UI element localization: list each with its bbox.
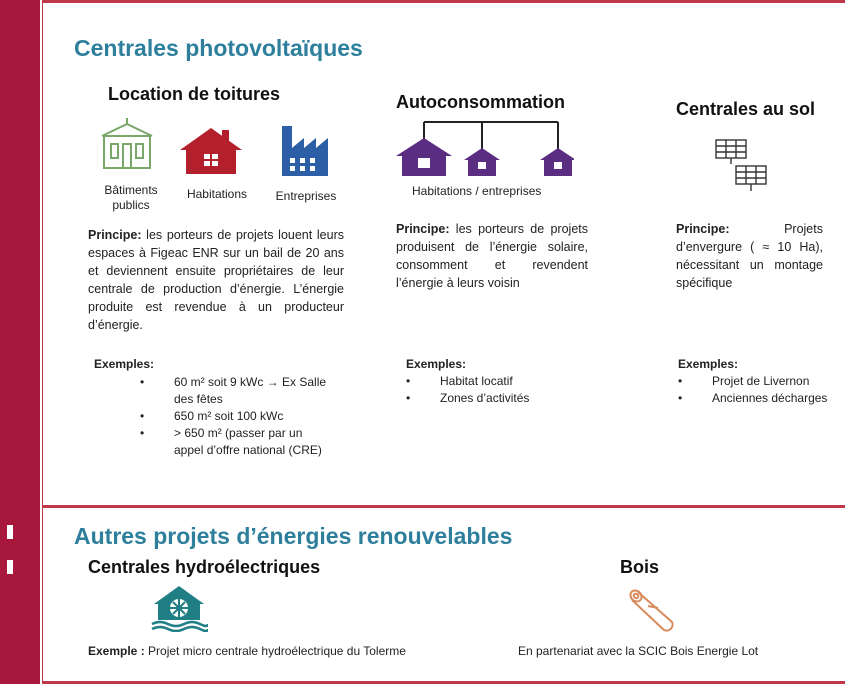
list-item: • Anciennes décharges bbox=[678, 390, 845, 407]
heading-hydro: Centrales hydroélectriques bbox=[88, 557, 321, 577]
example-text: Projet micro centrale hydroélectrique du Tolerme bbox=[144, 644, 406, 658]
section-title-photovoltaic: Centrales photovoltaïques bbox=[74, 35, 363, 61]
solar-panel-icon bbox=[714, 138, 772, 194]
wood-log-icon bbox=[628, 586, 682, 634]
principle-label: Principe: bbox=[88, 228, 142, 242]
list-item: • Habitat locatif bbox=[406, 373, 586, 390]
hydro-plant-icon bbox=[150, 582, 208, 632]
list-item: • > 650 m² (passer par un appel d’offre national (CRE) bbox=[140, 425, 335, 459]
example-label: Exemple : bbox=[88, 644, 145, 658]
hydro-example bbox=[88, 644, 406, 658]
section-title-renewables: Autres projets d’énergies renouvelables bbox=[74, 523, 513, 549]
wood-text: En partenariat avec la SCIC Bois Energie Lot bbox=[518, 644, 759, 658]
heading-centrales-sol: Centrales au sol bbox=[676, 99, 816, 119]
caption-entreprises: Entreprises bbox=[275, 189, 337, 203]
sidebar-strip bbox=[0, 0, 40, 684]
examples-list-centrales-sol bbox=[678, 373, 845, 407]
list-item: • 60 m² soit 9 kWc → Ex Salle des fêtes bbox=[140, 374, 335, 408]
caption-batiments-publics: Bâtiments publics bbox=[104, 183, 158, 212]
principle-text: les porteurs de projets louent leurs espaces à Figeac ENR sur un bail de 20 ans et deviennent ensuite propriétaires de leur centrale de production d’énergie. L’énergie produite est revendue à un producteur d’énergie. bbox=[88, 228, 344, 332]
examples-list-location bbox=[140, 374, 335, 459]
principle-text: les porteurs de projets produisent de l’énergie solaire, consomment et revendent l’énergie à leurs voisin bbox=[396, 222, 588, 290]
house-icon bbox=[178, 124, 244, 176]
houses-network-icon bbox=[394, 118, 574, 180]
sidebar-mark bbox=[7, 525, 13, 539]
heading-autoconsommation: Autoconsommation bbox=[396, 92, 565, 112]
principle-location bbox=[88, 226, 344, 334]
examples-list-autoconsommation bbox=[406, 373, 586, 407]
caption-habitations-entreprises: Habitations / entreprises bbox=[412, 184, 542, 198]
list-item: • Projet de Livernon bbox=[678, 373, 845, 390]
factory-icon bbox=[280, 124, 330, 178]
sidebar-mark bbox=[7, 560, 13, 574]
principle-autoconsommation bbox=[396, 220, 588, 292]
principle-centrales-sol bbox=[676, 220, 823, 292]
examples-title: Exemples: bbox=[678, 357, 739, 371]
principle-label: Principe: bbox=[396, 222, 450, 236]
principle-label: Principe: bbox=[676, 222, 730, 236]
list-item: • Zones d’activités bbox=[406, 390, 586, 407]
heading-location-toitures: Location de toitures bbox=[108, 84, 281, 104]
principle-text: Projets d’envergure ( ≈ 10 Ha), nécessitant un montage spécifique bbox=[676, 222, 823, 290]
building-icon bbox=[98, 116, 156, 172]
caption-habitations: Habitations bbox=[186, 187, 248, 201]
examples-title: Exemples: bbox=[406, 357, 467, 371]
heading-bois: Bois bbox=[620, 557, 660, 577]
list-item: • 650 m² soit 100 kWc bbox=[140, 408, 335, 425]
examples-title: Exemples: bbox=[94, 357, 155, 371]
